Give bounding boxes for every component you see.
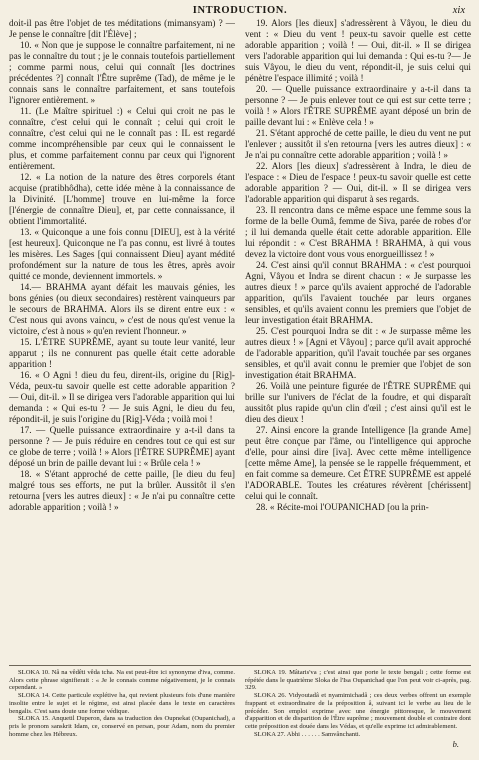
page-number: xix (452, 5, 465, 16)
footnote: SLOKA 27. Abhi . . . . . . Samvânchanti. (254, 730, 361, 738)
footnote: SLOKA 14. Cette particule explétive ha, qui revient plusieurs fois d'une manière insolite entre le sujet et le régime, est ainsi placée dans le texte en caractères bengalis. C'est sans doute une forme védique. (9, 692, 235, 715)
paragraph: 13. « Quiconque a une fois connu [DIEU], est à la vérité [est heureux]. Quiconque ne l'a pas connu, est livré à toutes les misères. Les Sages [qui connaissent Dieu] ayant médité profondément sur la nature de tous les êtres, après avoir quitté ce monde, deviennent immortels. » (9, 228, 235, 282)
paragraph: 12. « La notion de la nature des êtres corporels étant acquise (pratibhôdha), cette idée mène à la connaissance de la Divinité. [L'homme] trouve en lui-même la force [l'énergie de connaître Dieu], et, par cette connaissance, il obtient l'immortalité. (9, 173, 235, 227)
paragraph: 25. C'est pourquoi Indra se dit : « Je surpasse même les autres dieux ! » [Agni et Vâyou] ; parce qu'il avait approché de l'adorable apparition, qu'il l'avait touchée par ses organes sensibles, et qu'il avait connu le premier que l'objet de son investigation était BRAHMA. (245, 327, 471, 381)
paragraph: 11. (Le Maître spirituel :) « Celui qui croit ne pas le connaître, c'est celui qui le connaît ; celui qui croit le connaître, c'est celui qui ne le connaît pas : IL est regardé comme incompréhensible par ceux qui le connaissent le plus, et comme parfaitement connu par ceux qui l'ignorent entièrement. (9, 107, 235, 172)
paragraph: 21. S'étant approché de cette paille, le dieu du vent ne put l'enlever ; aussitôt il s'en retourna [vers les autres dieux] : « Je n'ai pu connaître cette adorable apparition ; voilà ! » (245, 129, 471, 161)
footnote: SLOKA 26. Vidyoutadâ et nyamimichadâ ; ces deux verbes offrent un exemple frappant et extraordinaire de la préposition â, suivant ici le verbe au lieu de le précéder. Son emploi exprime avec une énergie pittoresque, le mouvement d'apparition et de disparition de l'Être suprême ; mouvement double et contraire dont cette préposition est douée dans les Védas, et qu'elle exprime ici admirablement. (245, 692, 471, 730)
paragraph: doit-il pas être l'objet de tes méditations (mimansyam) ? — Je pense le connaître [dit l'Élève] ; (9, 19, 235, 40)
paragraph: 20. — Quelle puissance extraordinaire y a-t-il dans ta personne ? — Je puis enlever tout ce qui est sur cette terre ; voilà ! » Alors l'ÊTRE SUPRÊME ayant déposé un brin de paille devant lui : « Enlève cela ! » (245, 85, 471, 128)
footnotes-left (9, 669, 235, 738)
paragraph: 15. L'ÊTRE SUPRÊME, ayant su toute leur vanité, leur apparut ; ils ne connurent pas quelle était cette adorable apparition ! (9, 338, 235, 370)
footnote: SLOKA 10. Nâ na vêdêti vêda tcha. Na est peut-être ici synonyme d'iva, comme. Alors cette phrase signifierait : « Je le connais comme négativement, je le connais cependant. » (9, 669, 235, 692)
body-columns (9, 19, 471, 665)
paragraph: 26. Voilà une peinture figurée de l'ÊTRE SUPRÊME qui brille sur l'univers de l'éclat de la foudre, et qui disparaît aussitôt plus rapide qu'un clin d'œil ; c'est ainsi qu'il est le dieu des dieux ! (245, 382, 471, 425)
running-header (9, 2, 471, 19)
paragraph: 28. « Récite-moi l'OUPANICHAD [ou la prin- (256, 503, 429, 513)
footnote: SLOKA 15. Anquetil Duperon, dans sa traduction des Oupnekat (Oupanichad), a pris le pronom sanskrit Idam, ce, conservé en persan, pour Adam, nom du premier homme chez les Hébreux. (9, 715, 235, 738)
footnotes (9, 665, 471, 738)
paragraph: 14.— BRAHMA ayant défait les mauvais génies, les bons génies (ou dieux secondaires) restèrent vainqueurs par le secours de BRAHMA. Alors ils se dirent entre eux : « C'est nous qui avons vaincu, » c'est de nous qu'est venue la victoire, c'est à nous » qu'en revient l'honneur. » (9, 283, 235, 337)
page-title: INTRODUCTION. (192, 5, 288, 16)
paragraph: 23. Il rencontra dans ce même espace une femme sous la forme de la belle Oumâ, femme de Siva, parée de robes d'or ; il lui demanda quelle était cette adorable apparition. Elle lui répondit : « C'est BRAHMA ! BRAHMA, à qui vous devez la victoire dont vous vous enorgueillissez ! » (245, 206, 471, 260)
paragraph: 19. Alors [les dieux] s'adressèrent à Vâyou, le dieu du vent : « Dieu du vent ! peux-tu savoir quelle est cette adorable apparition ; voilà ! — Oui, dit-il. » Il se dirigea vers l'adorable apparition qui lui demanda : Qui es-tu ?— Je suis Vâyou, le dieu du vent, répondit-il, je suis celui qui pénètre l'espace illimité ; voilà ! (245, 19, 471, 84)
paragraph: 24. C'est ainsi qu'il connut BRAHMA : « c'est pourquoi Agni, Vâyou et Indra se dirent chacun : « Je surpasse les autres dieux ! » parce qu'ils avaient approché de l'adorable apparition, qu'ils l'avaient touchée par leurs organes sensibles, et qu'ils avaient connu les premiers que l'objet de leur investigation était BRAHMA. (245, 261, 471, 326)
signature-mark: b. (452, 739, 459, 750)
paragraph: 27. Ainsi encore la grande Intelligence [la grande Ame] peut être conçue par l'âme, ou l'intelligence qui approche d'elle, pour ainsi dire [iva]. Avec cette même intelligence [cette même Ame], la pensée se le rappelle fréquemment, et en fait comme sa demeure. Cet ÊTRE SUPRÊME est appelé l'ADORABLE. Toutes les créatures révèrent [chérissent] celui qui le connaît. (245, 426, 471, 502)
paragraph: 16. « O Agni ! dieu du feu, dirent-ils, origine du [Rig]-Véda, peux-tu savoir quelle est cette adorable apparition ? — Oui, dit-il. » Il se dirigea vers l'adorable apparition qui lui demanda : « Qui es-tu ? — Je suis Agni, le dieu du feu, répondit-il, je suis l'origine du [Rig]-Véda ; voilà moi ! (9, 371, 235, 425)
footnote: SLOKA 19. Mâtaris'va ; c'est ainsi que porte le texte bengali ; cette forme est répétée dans le quatrième Sloka de l'Isa Oupanichad que l'on peut voir ci-après, pag. 329. (245, 669, 471, 692)
left-column (9, 19, 235, 665)
right-column (245, 19, 471, 665)
paragraph: 18. « S'étant approché de cette paille, [le dieu du feu] malgré tous ses efforts, ne put la brûler. Aussitôt il s'en retourna [vers les autres dieux] : « Je n'ai pu connaître cette adorable apparition ; voilà ! » (9, 470, 235, 513)
paragraph: 10. « Non que je suppose le connaître parfaitement, ni ne pas le connaître du tout ; je le connais toutefois partiellement ; comme parmi nous, celui qui connaît [les doctrines précédentes ?] connaît l'Être suprême (Tad), de même je le connais sans le connaître parfaitement, et sans toutefois l'ignorer entièrement. » (9, 41, 235, 106)
paragraph: 22. Alors [les dieux] s'adressèrent à Indra, le dieu de l'espace : « Dieu de l'espace ! peux-tu savoir quelle est cette adorable apparition ? — Oui, dit-il. » Il se dirigea vers l'adorable apparition qui disparut à ses regards. (245, 162, 471, 205)
paragraph: 17. — Quelle puissance extraordinaire y a-t-il dans ta personne ? — Je puis réduire en cendres tout ce qui est sur ce globe de terre ; voilà ! » Alors [l'ÊTRE SUPRÊME] ayant déposé un brin de paille devant lui : « Brûle cela ! » (9, 426, 235, 469)
footnotes-right (245, 669, 471, 738)
